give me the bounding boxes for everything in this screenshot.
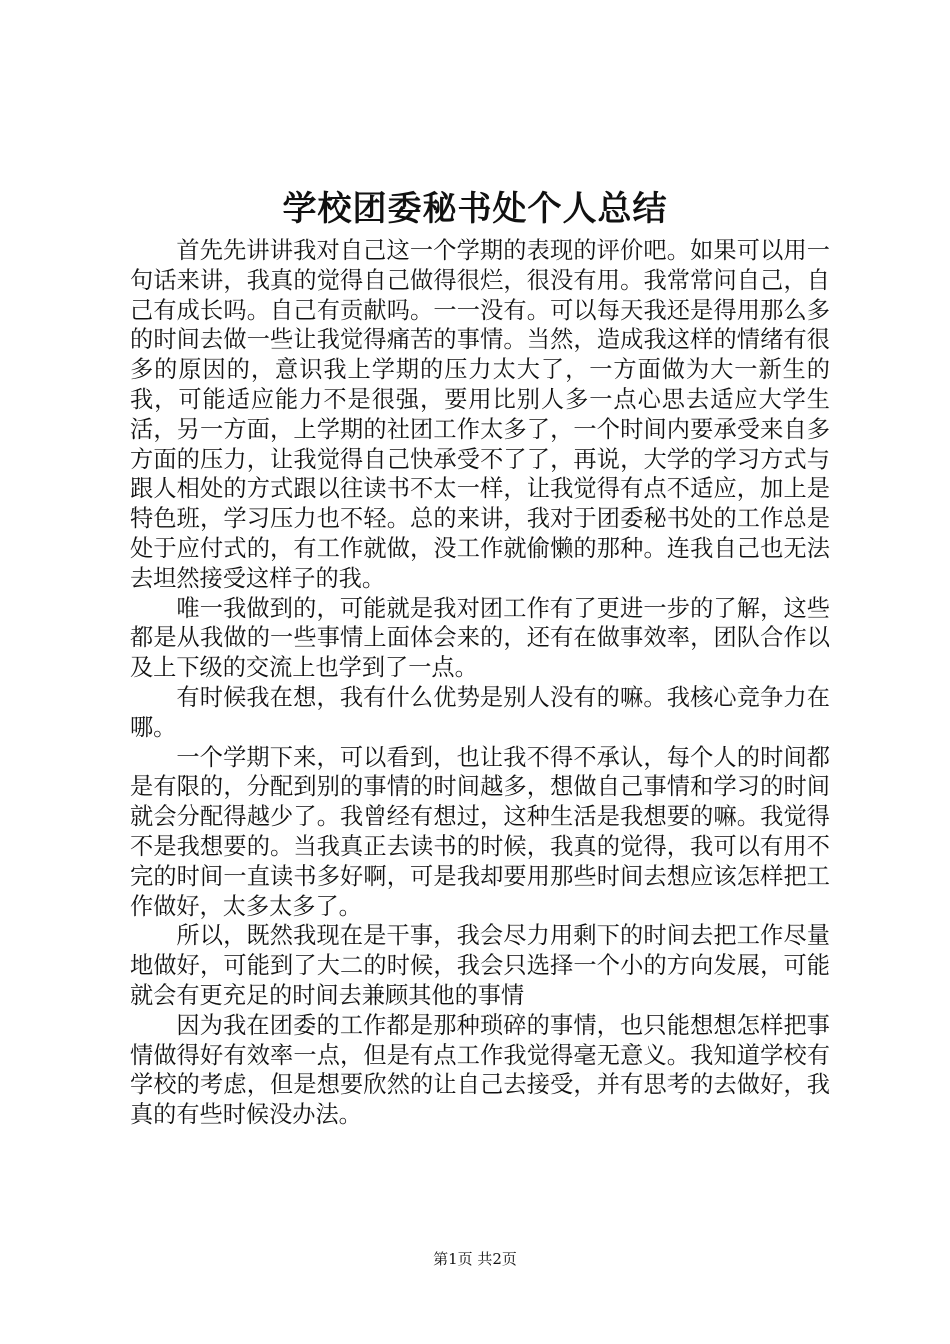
paragraph: 首先先讲讲我对自己这一个学期的表现的评价吧。如果可以用一句话来讲，我真的觉得自己做得很烂，很没有用。我常常问自己，自己有成长吗。自己有贡献吗。一一没有。可以每天我还是得用那么多的时间去做一些让我觉得痛苦的事情。当然，造成我这样的情绪有很多的原因的，意识我上学期的压力太大了，一方面做为大一新生的我，可能适应能力不是很强，要用比别人多一点心思去适应大学生活，另一方面，上学期的社团工作太多了，一个时间内要承受来自多方面的压力，让我觉得自己快承受不了了，再说，大学的学习方式与跟人相处的方式跟以往读书不太一样，让我觉得有点不适应，加上是特色班，学习压力也不轻。总的来讲，我对于团委秘书处的工作总是处于应付式的，有工作就做，没工作就偷懒的那种。连我自己也无法去坦然接受这样子的我。 <box>130 237 830 592</box>
document-title: 学校团委秘书处个人总结 <box>282 189 668 229</box>
paragraph: 因为我在团委的工作都是那种琐碎的事情，也只能想想怎样把事情做得好有效率一点，但是有点工作我觉得毫无意义。我知道学校有学校的考虑，但是想要欣然的让自己去接受，并有思考的去做好，我真的有些时候没办法。 <box>130 1011 830 1129</box>
paragraph: 唯一我做到的，可能就是我对团工作有了更进一步的了解，这些都是从我做的一些事情上面体会来的，还有在做事效率，团队合作以及上下级的交流上也学到了一点。 <box>130 594 830 682</box>
paragraph: 所以，既然我现在是干事，我会尽力用剩下的时间去把工作尽量地做好，可能到了大二的时候，我会只选择一个小的方向发展，可能就会有更充足的时间去兼顾其他的事情 <box>130 922 830 1009</box>
document-body <box>130 236 830 1130</box>
page-number-footer: 第1页 共2页 <box>433 1250 517 1268</box>
paragraph: 一个学期下来，可以看到，也让我不得不承认，每个人的时间都是有限的，分配到别的事情的时间越多，想做自己事情和学习的时间就会分配得越少了。我曾经有想过，这种生活是我想要的嘛。我觉得不是我想要的。当我真正去读书的时候，我真的觉得，我可以有用不完的时间一直读书多好啊，可是我却要用那些时间去想应该怎样把工作做好，太多太多了。 <box>130 743 830 920</box>
paragraph: 有时候我在想，我有什么优势是别人没有的嘛。我核心竞争力在哪。 <box>130 683 830 741</box>
